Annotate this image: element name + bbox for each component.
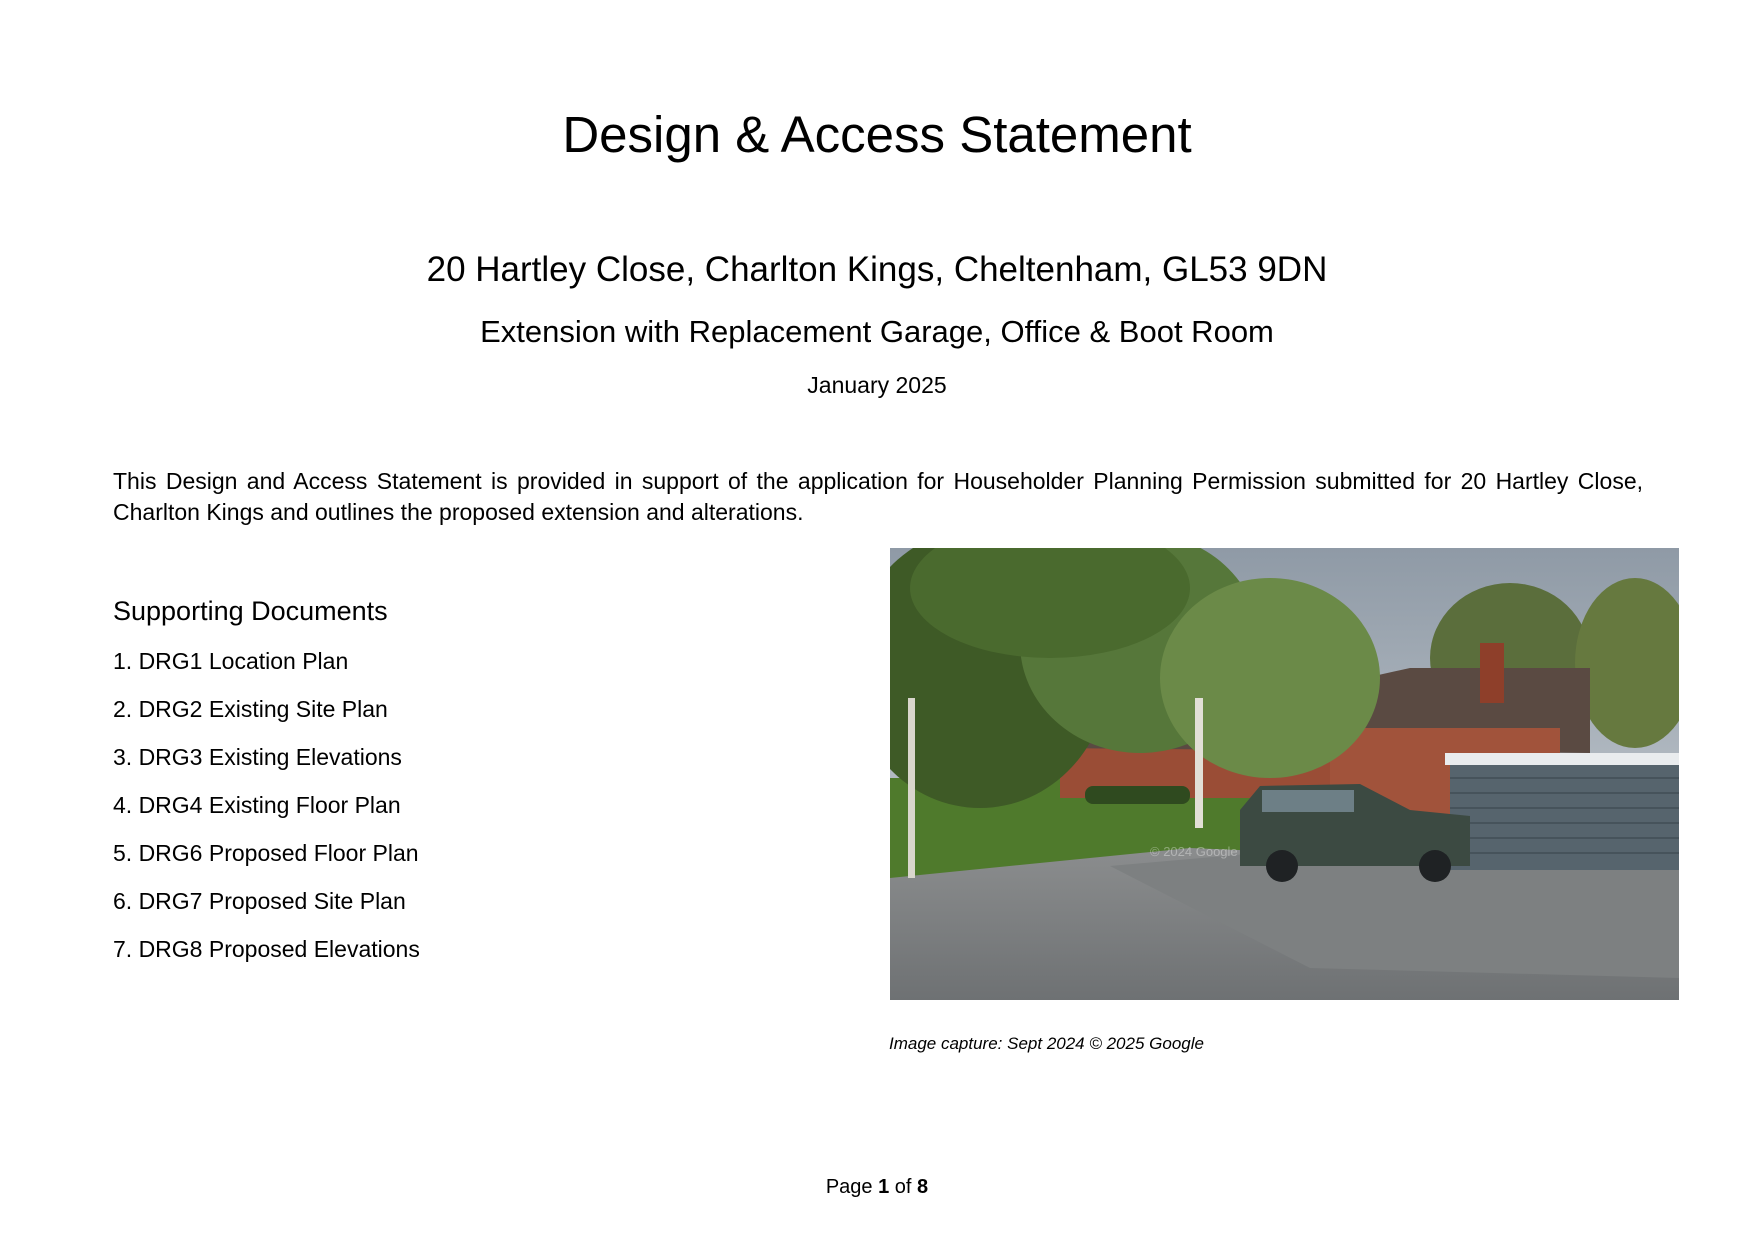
list-item: 4. DRG4 Existing Floor Plan	[113, 792, 401, 818]
list-item: 2. DRG2 Existing Site Plan	[113, 696, 388, 722]
list-item: 7. DRG8 Proposed Elevations	[113, 936, 420, 962]
current-page-number: 1	[878, 1176, 890, 1198]
photo-watermark: © 2024 Google	[1150, 844, 1238, 859]
supporting-documents-heading: Supporting Documents	[113, 596, 388, 626]
list-item: 3. DRG3 Existing Elevations	[113, 744, 402, 770]
intro-paragraph: This Design and Access Statement is provided in support of the application for Householder Planning Permission submitted for 20 Hartley Close, Charlton Kings and outlines the proposed extension and alterations.	[113, 468, 1643, 525]
document-title: Design & Access Statement	[562, 106, 1192, 163]
photo-caption: Image capture: Sept 2024 © 2025 Google	[889, 1034, 1204, 1053]
project-description: Extension with Replacement Garage, Office & Boot Room	[480, 314, 1274, 349]
property-address: 20 Hartley Close, Charlton Kings, Cheltenham, GL53 9DN	[426, 250, 1328, 289]
photo-illustration	[890, 548, 1679, 1000]
supporting-documents-list	[113, 646, 420, 982]
document-date: January 2025	[807, 372, 947, 398]
page-footer	[0, 1174, 1754, 1200]
list-item: 1. DRG1 Location Plan	[113, 648, 349, 674]
list-item: 5. DRG6 Proposed Floor Plan	[113, 840, 419, 866]
list-item: 6. DRG7 Proposed Site Plan	[113, 888, 406, 914]
street-view-photo	[890, 548, 1679, 1000]
of-label: of	[894, 1176, 912, 1198]
page-label: Page	[825, 1176, 873, 1198]
total-pages-number: 8	[917, 1176, 929, 1198]
